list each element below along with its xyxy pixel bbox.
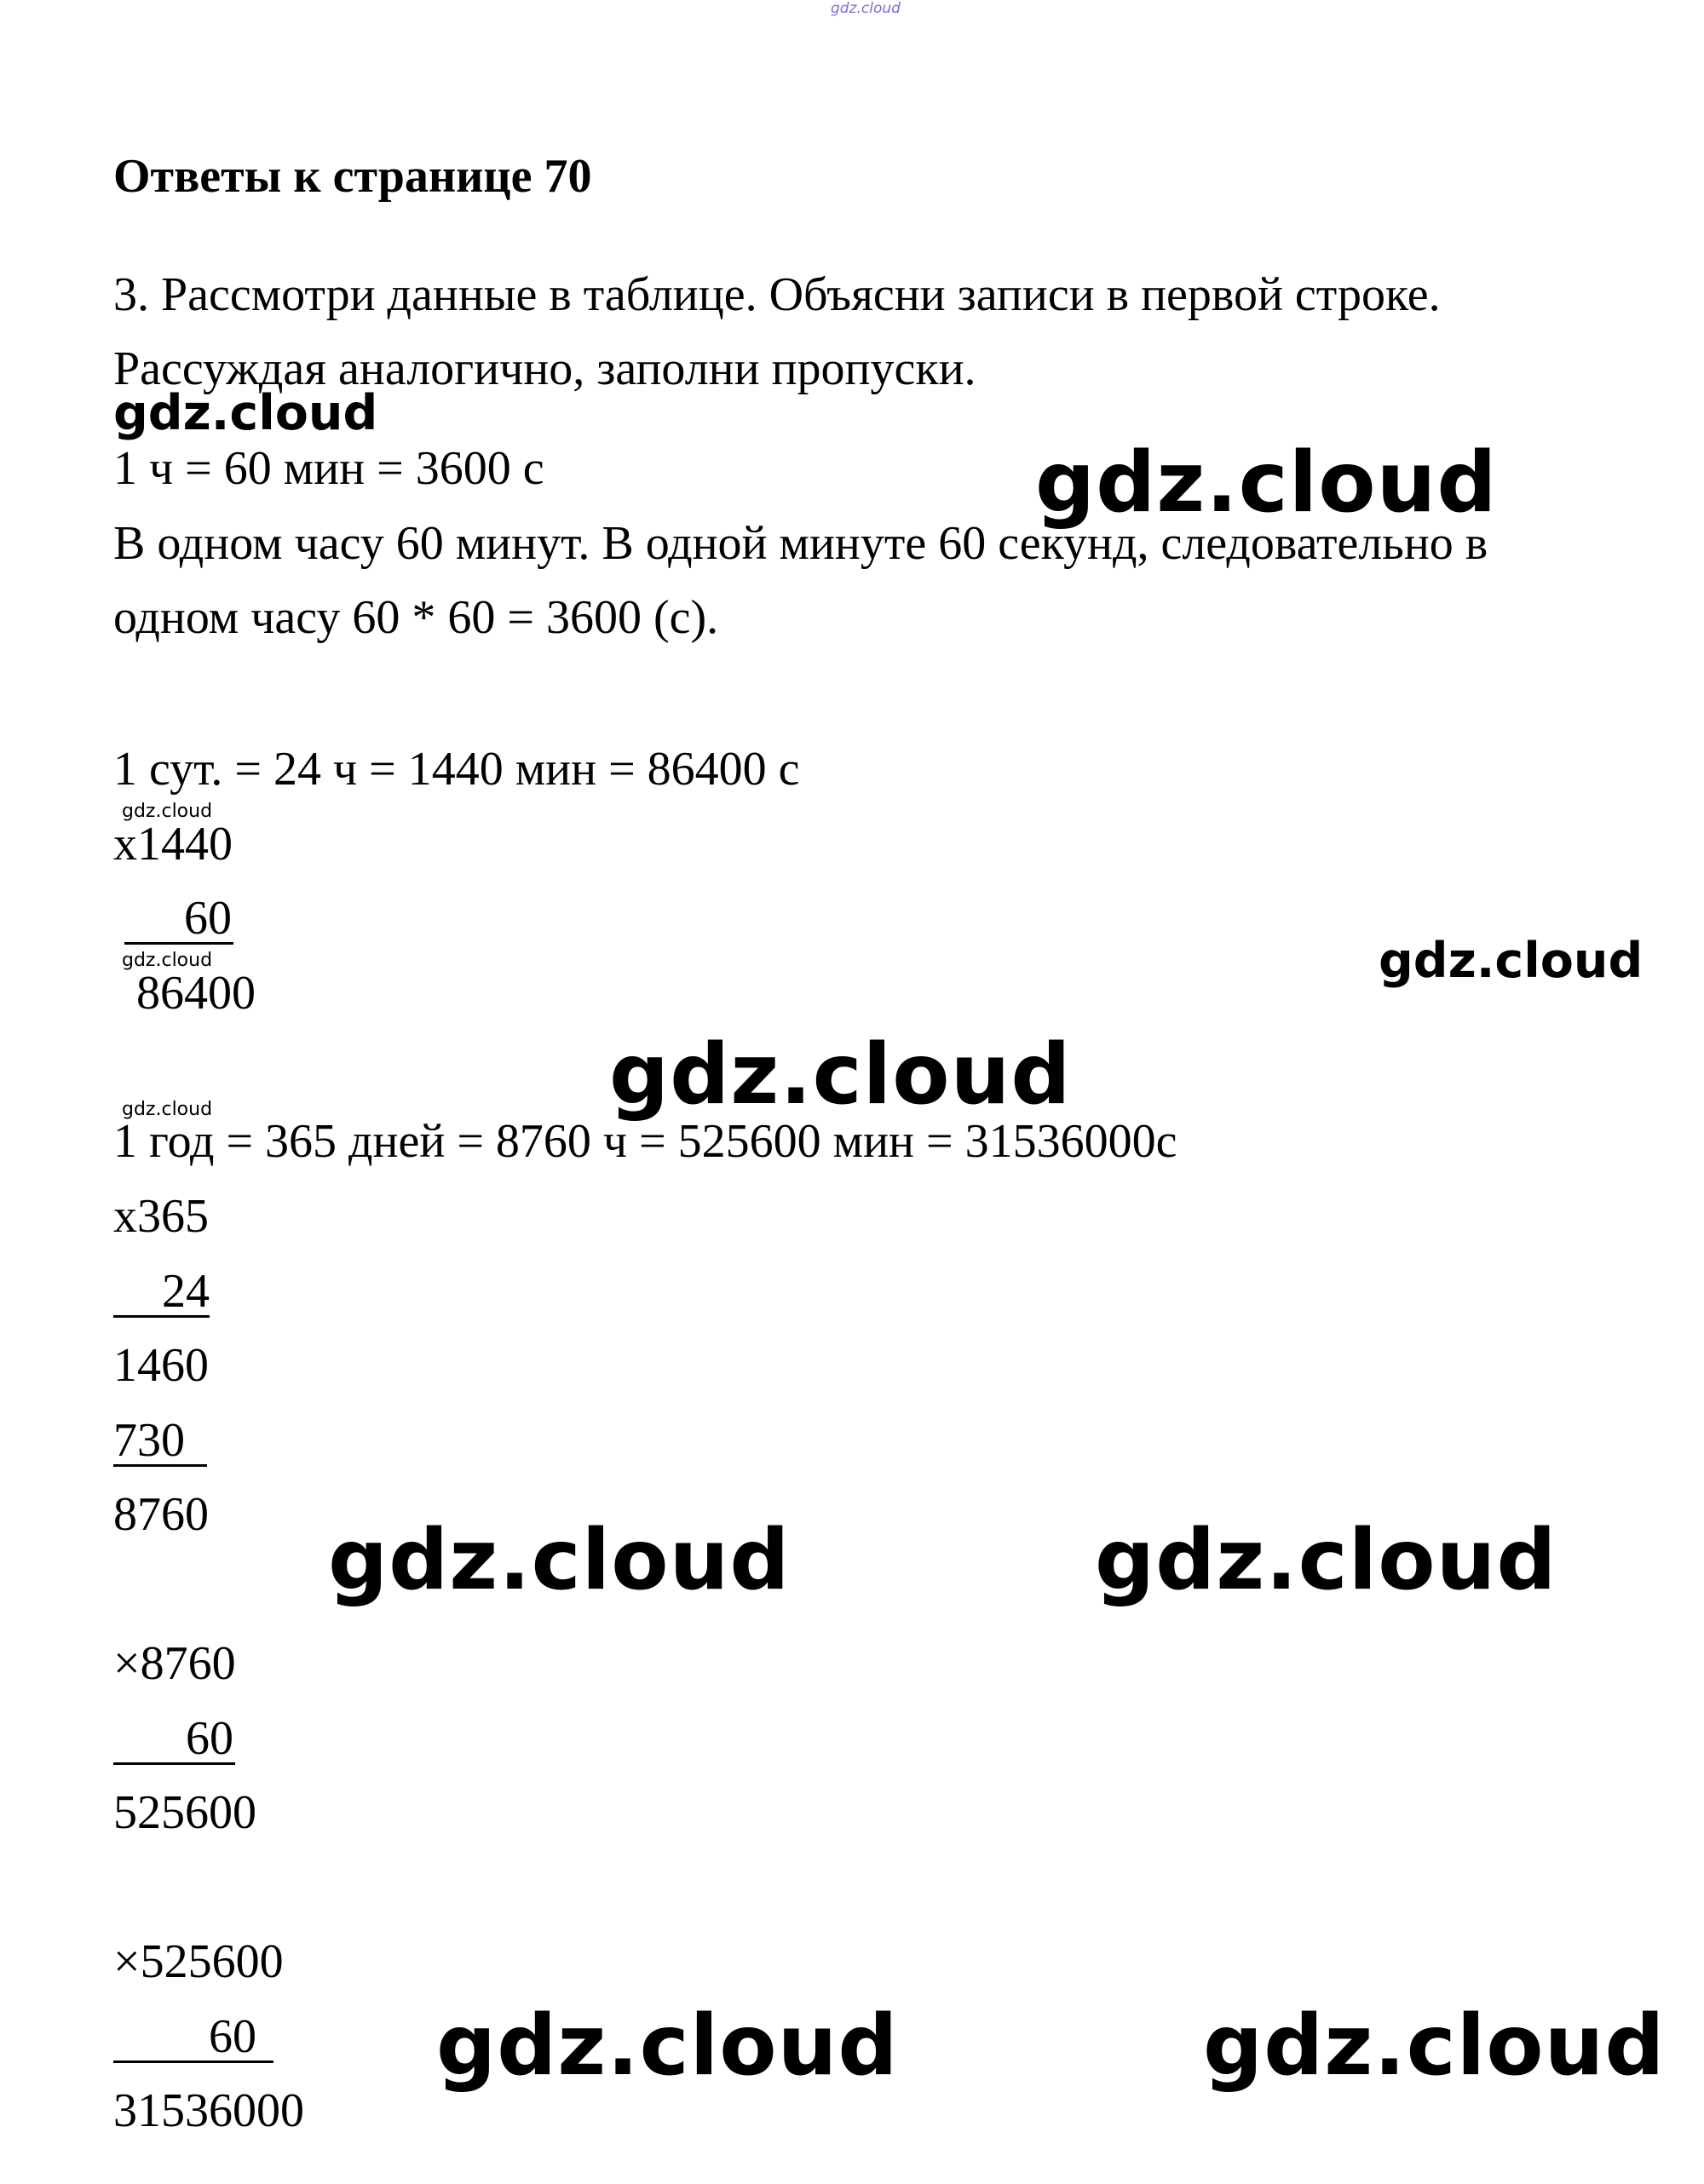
watermark-top: gdz.cloud (831, 0, 901, 17)
task-text-line-1: 3. Рассмотри данные в таблице. Объясни записи в первой строке. (113, 268, 1441, 321)
year-calc3-result: 31536000 (113, 2084, 304, 2137)
watermark: gdz.cloud (1203, 1997, 1666, 2095)
watermark: gdz.cloud (122, 950, 213, 971)
watermark: gdz.cloud (122, 801, 213, 822)
year-calc1-partial-1: 1460 (113, 1339, 209, 1392)
year-calc2-result: 525600 (113, 1786, 256, 1839)
year-calc1-multiplier-value: 24 (113, 1267, 210, 1318)
day-calc-multiplicand: x1440 (113, 818, 233, 871)
day-calc-multiplier-value: 60 (124, 894, 233, 945)
hour-explanation-line-1: В одном часу 60 минут. В одной минуте 60 секунд, следовательно в (113, 517, 1488, 570)
watermark: gdz.cloud (436, 1997, 899, 2095)
year-calc2-multiplier (113, 1712, 235, 1765)
day-equation: 1 сут. = 24 ч = 1440 мин = 86400 с (113, 743, 800, 796)
year-calc2-multiplier-value: 60 (113, 1715, 235, 1765)
hour-equation: 1 ч = 60 мин = 3600 с (113, 442, 544, 495)
year-calc3-multiplier (113, 2010, 273, 2063)
watermark: gdz.cloud (122, 1099, 213, 1120)
year-calc1-partial-2-value: 730 (113, 1417, 207, 1467)
watermark: gdz.cloud (328, 1512, 791, 1609)
watermark: gdz.cloud (1095, 1512, 1557, 1609)
page-title: Ответы к странице 70 (113, 150, 592, 203)
day-calc-multiplier (124, 894, 233, 945)
watermark: gdz.cloud (113, 385, 378, 441)
watermark: gdz.cloud (1379, 933, 1644, 989)
year-calc1-multiplicand: x365 (113, 1190, 209, 1243)
hour-explanation-line-2: одном часу 60 * 60 = 3600 (с). (113, 591, 719, 644)
year-calc1-multiplier (113, 1267, 210, 1318)
year-calc3-multiplicand: ×525600 (113, 1935, 284, 1988)
year-calc2-multiplicand: ×8760 (113, 1637, 236, 1690)
watermark: gdz.cloud (1035, 434, 1498, 532)
year-calc3-multiplier-value: 60 (113, 2013, 273, 2063)
year-calc1-result: 8760 (113, 1488, 209, 1541)
year-calc1-partial-2 (113, 1414, 207, 1467)
day-calc-result: 86400 (136, 967, 256, 1020)
watermark: gdz.cloud (609, 1026, 1072, 1124)
task-text-line-2: Рассуждая аналогично, заполни пропуски. (113, 342, 976, 395)
year-equation: 1 год = 365 дней = 8760 ч = 525600 мин = 31536000с (113, 1115, 1177, 1168)
